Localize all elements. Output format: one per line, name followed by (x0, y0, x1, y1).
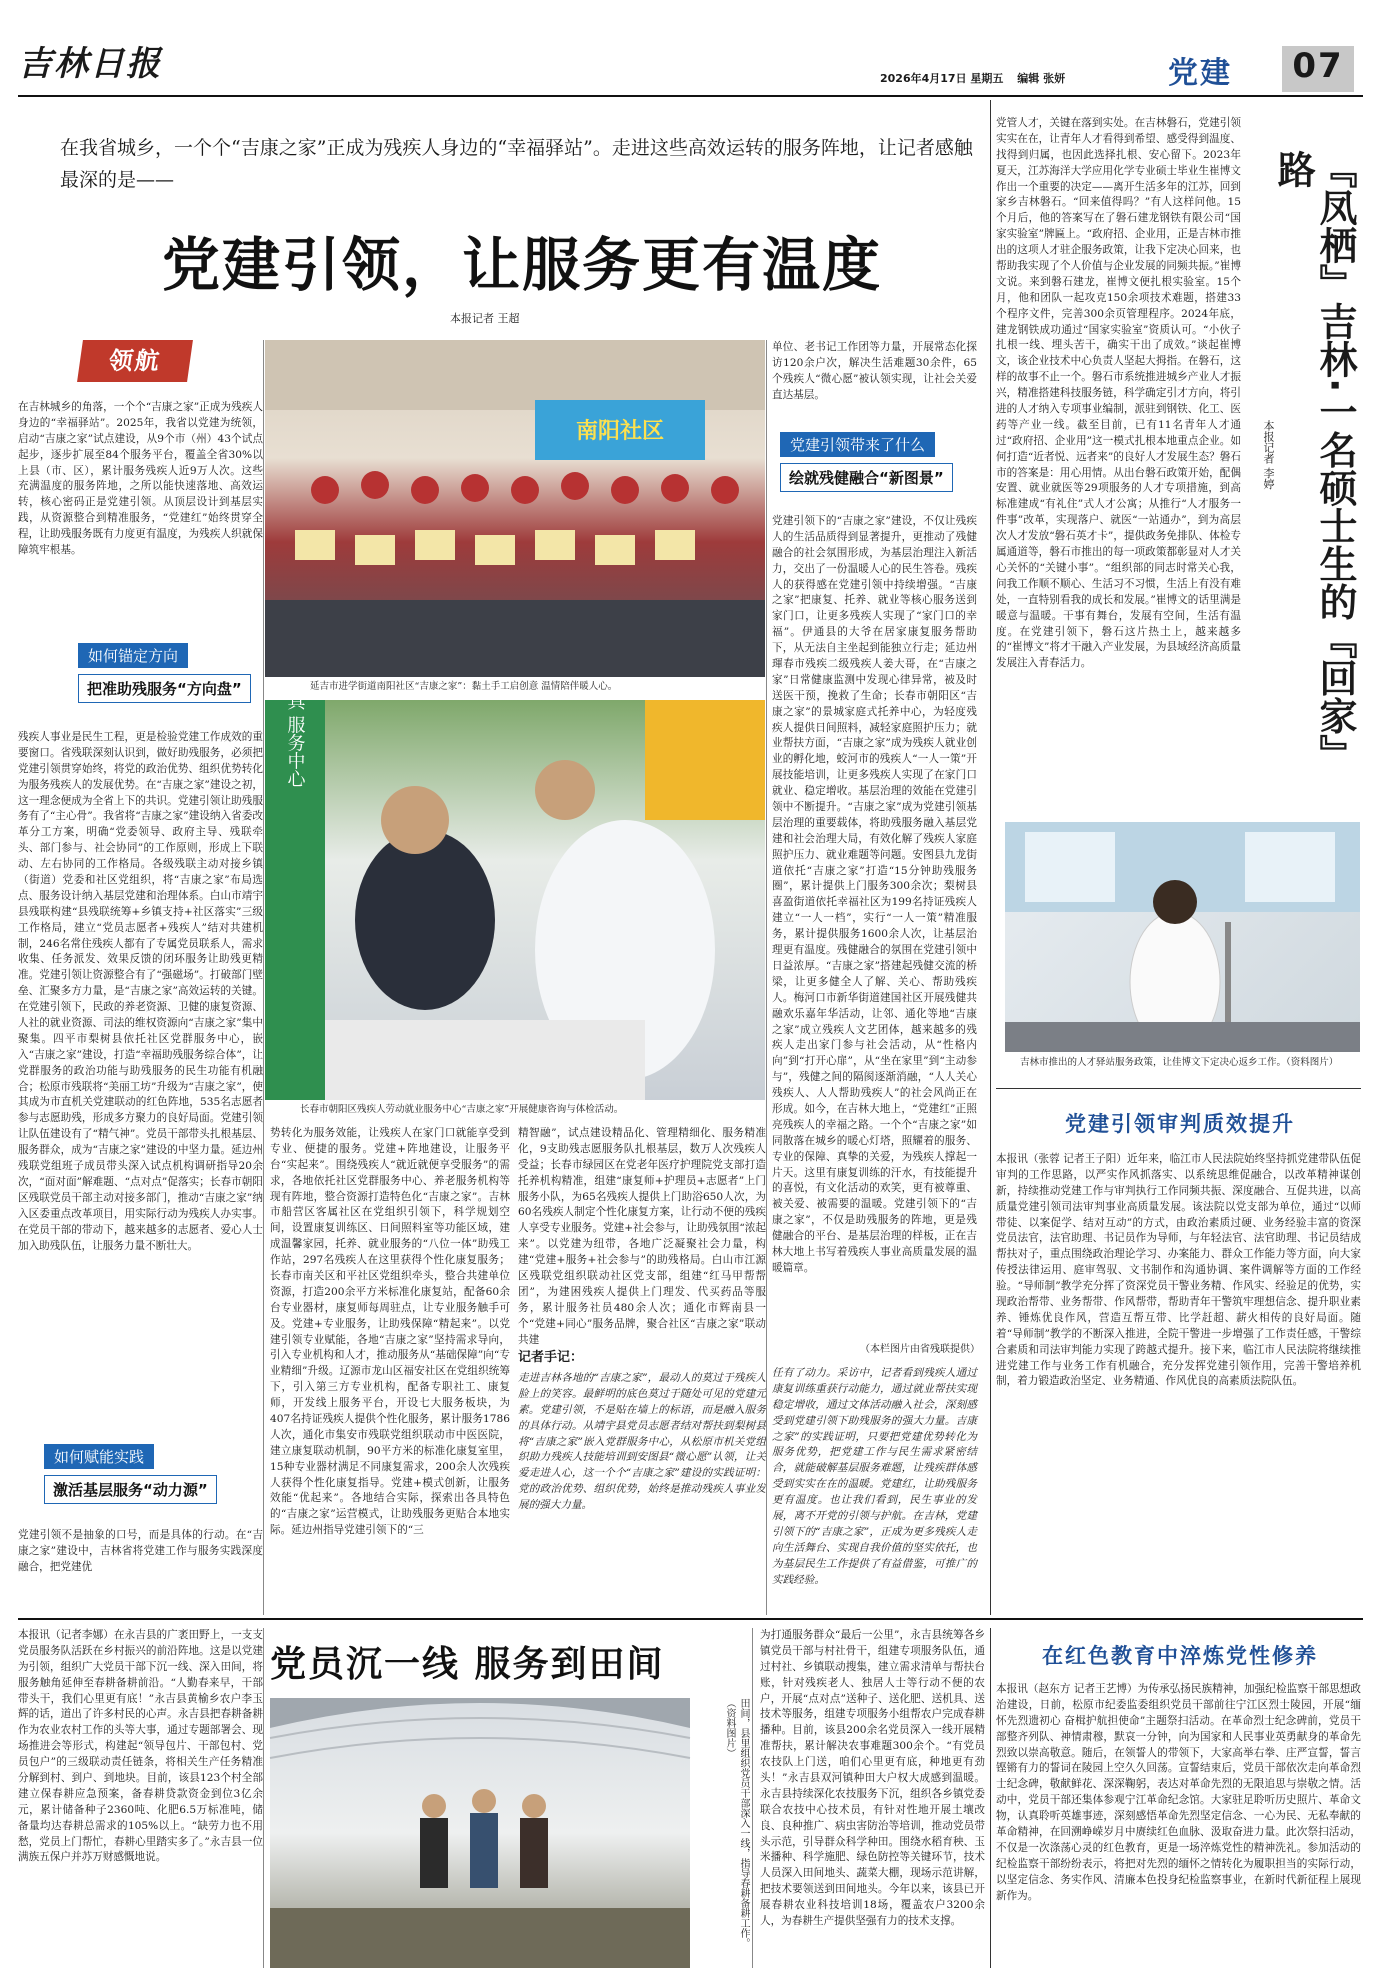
photo-lab (1005, 822, 1360, 1052)
photo-lab-art (1005, 822, 1360, 1052)
badge-lead: 领航 (77, 340, 193, 382)
byline: 本报记者 王超 (450, 312, 520, 325)
col1-text-c: 党建引领不是抽象的口号，而是具体的行动。在“吉康之家”建设中，吉林省将党建工作与服务实践深度融合，把党建优 (18, 1529, 263, 1573)
note-text-2: 任有了动力。采访中，记者看到残疾人通过康复训练重获行动能力，通过就业帮扶实现稳定增收，通过文体活动融入社会，深刻感受到党建引领下助残服务的强大力量。吉康之家”的实践证明，只要把党建优势转化为服务优势，把党建工作与民生需求紧密结合，就能破解基层服务难题，让残疾群体感受到实实在在的温暖。党建红，让助残服务更有温度。也让我们看到，民生事业的发展，离不开党的引领与护航。在吉林，党建引领下的“吉康之家”，正成为更多残疾人走向生活舞台、实现自我价值的坚实依托，也为基层民生工作提供了有益借鉴，可推广的实践经验。 (772, 1367, 977, 1586)
section-1-title: 把准助残服务“方向盘” (78, 674, 251, 703)
section-2-title: 激活基层服务“动力源” (44, 1475, 217, 1504)
caption-photo4: 田间，县里组织党员干部深入一线，指导春耕备耕工作。（资料图片） (724, 1698, 749, 1948)
caption-photo2: 长春市朝阳区残疾人劳动就业服务中心“吉康之家”开展健康咨询与体检活动。 (300, 1104, 624, 1115)
section-2-tag: 如何赋能实践 (44, 1444, 154, 1469)
issue-date: 2026年4月17日 星期五 (880, 72, 1004, 85)
photo-health-check (265, 692, 765, 1100)
section-result (780, 432, 975, 502)
section-anchor (78, 643, 258, 709)
talent-byline: 本报记者 李婷 (1262, 420, 1275, 490)
section-empower (44, 1444, 244, 1514)
divider-col3 (766, 340, 767, 1615)
col1-text-a: 在吉林城乡的角落，一个个“吉康之家”正成为残疾人身边的“幸福驿站”。2025年，我省以党建为统领，启动“吉康之家”试点建设，从9个市（州）43个试点起步，逐步扩展至84个服务平台，覆盖全省30%以上县（市、区），累计服务残疾人近9万人次。这些充满温度的服务阵地，之所以能快速落地、高效运转，核心密码正是党建引领。从顶层设计到基层实践，从资源整合到精准服务，“党建红”始终贯穿全程，让助残服务既有力度更有温度，为残疾人织就保障筑牢根基。 (18, 401, 263, 557)
photo-activity-art (265, 340, 765, 677)
divider-bottom-1 (263, 1628, 264, 1968)
section-3-title: 绘就残健融合“新图景” (780, 463, 953, 492)
date-line (880, 70, 1140, 86)
field-headline: 党员沉一线 服务到田间 (270, 1644, 665, 1685)
col2-text: 势转化为服务效能，让残疾人在家门口就能享受到专业、便捷的服务。党建+阵地建设，让服务平台“实起来”。围绕残疾人“就近就便享受服务”的需求，各地依托社区党群服务中心、养老服务机构等现有阵地，整合资源打造特色化“吉康之家”。吉林市船营区客属社区在党组织引领下，科学规划空间，设置康复训练区、日间照料室等功能区域，建成温馨家园，托养、就业服务的“八位一体”助残工作站，297名残疾人在这里获得个性化康复服务；长春市南关区和平社区党组织牵头，整合共建单位资源，打造200余平方米标准化康复站，配备60余台专业器材，康复师每周驻点，让专业服务触手可及。党建+专业服务，让助残保障“精起来”。以党建引领专业赋能，各地“吉康之家”坚持需求导向，引入专业机构和人才，推动服务从“基础保障”向“专业精细”升级。辽源市龙山区福安社区在党组织统筹下，引入第三方专业机构，配备专职社工、康复师，开发线上服务平台，开设七大服务板块，为407名持证残疾人提供个性化服务，累计服务1786人次，通化市集安市残联党组织联动市中医医院，建立康复联动机制，90平方米的标准化康复室里，15种专业器材满足不同康复需求，200余人次残疾人获得个性化康复指导。党建+模式创新，让服务效能“优起来”。各地结合实际，探索出各具特色的“吉康之家”运营模式，让助残服务更贴合本地实际。延边州指导党建引领下的“三 (270, 1127, 510, 1537)
col3-text-top: 单位、老书记工作团等力量，开展常态化探访120余户次，解决生活难题30余件，65个残疾人“微心愿”被认领实现，让社会关爱直达基层。 (772, 341, 977, 401)
photo-credit: （本栏图片由省残联提供） (860, 1344, 980, 1355)
photo-banner-text: 南阳社区 (575, 419, 665, 444)
col1-text-b: 残疾人事业是民生工程，更是检验党建工作成效的重要窗口。省残联深刻认识到，做好助残服务，必须把党建引领贯穿始终，将党的政治优势、组织优势转化为服务残疾人的发展优势。在“吉康之家”建设之初，这一理念便成为全省上下的共识。党建引领让助残服务有了“主心骨”。我省将“吉康之家”建设纳入省委改革分工方案，明确“党委领导、政府主导、残联牵头、部门参与、社会协同”的工作原则，形成上下联动、左右协同的工作格局。各级残联主动对接乡镇（街道）党委和社区党组织，将“吉康之家”布局选点、服务设计纳入基层党建和治理体系。白山市靖宇县残联构建“县残联统筹+乡镇支持+社区落实”三级工作格局，建立“党员志愿者+残疾人”结对共建机制，246名常住残疾人都有了专属党员联系人，需求收集、任务派发、效果反馈的闭环服务让助残更精准。党建引领让资源整合有了“强磁场”。打破部门壁垒、汇聚多方力量，是“吉康之家”高效运转的关键。在党建引领下，民政的养老资源、卫健的康复资源、人社的就业资源、司法的维权资源向“吉康之家”集中聚集。四平市梨树县依托社区党群服务中心，嵌入“吉康之家”建设，打造“幸福助残服务综合体”，让党群服务的政治功能与助残服务的民生功能有机融合；松原市残联将“美丽工坊”升级为“吉康之家”，使其成为市直机关党建联动的红色阵地，535名志愿者参与志愿助残，形成多方聚力的良好局面。党建引领让队伍建设有了“精气神”。党员干部带头扎根基层、服务群众，成为“吉康之家”建设的中坚力量。延边州残联党组班子成员带头深入试点机构调研指导20余次，“面对面”解难题、“点对点”促落实；长春市朝阳区残联党员干部主动对接多部门，推动“吉康之家”纳入区委重点改革项目，用实际行动为残疾人办实事。在党员干部的带动下，越来越多的志愿者、爱心人士加入助残队伍，让服务力量不断壮大。 (18, 731, 263, 1252)
section-3-tag: 党建引领带来了什么 (780, 432, 935, 457)
talent-headline: 『凤栖』吉林·一名硕士生的『回家』路 (1271, 150, 1357, 773)
photo-field (270, 1698, 690, 1968)
field-story-b: 为打通服务群众“最后一公里”，永吉县统筹各乡镇党员干部与村社骨干，组建专项服务队伍，通过村社、乡镇联动搜集，建立需求清单与帮扶台账，针对残疾老人、独居人士等行动不便的农户，开展“点对点”送种子、送化肥、送机具、送技术等服务，组建专项服务小组帮农户完成春耕播种。目前，该县200余名党员深入一线开展精准帮扶，累计解决农事难题300余个。“有党员农技队上门送，咱们心里更有底，种地更有劲头！”永吉县双河镇种田大户权大成感到温暖。永吉县持续深化农技服务下沉，组织各乡镇党委联合农技中心技术员，有针对性地开展土壤改良、良种推广、病虫害防治等培训，推动党员带头示范，引导群众科学种田。围绕水稻育秧、玉米播种、科学施肥、绿色防控等关键环节，技术人员深入田间地头、蔬菜大棚，现场示范讲解，把技术要领送到田间地头。今年以来，该县已开展春耕农业科技培训18场，覆盖农户3200余人，为春耕生产提供坚强有力的技术支撑。 (760, 1629, 985, 1928)
section-name: 党建 (1168, 56, 1232, 91)
col3-text-low: 精智融”，试点建设精品化、管理精细化、服务精准化，9支助残志愿服务队扎根基层，数万人次残疾人受益；长春市绿园区在党老年医疗护理院党支部打造托养机构精准，组建“康复师+护理员+志愿者”上门服务小队，为65名残疾人提供上门助浴650人次，为60名残疾人制定个性化康复方案，让行动不便的残疾人享受专业服务。党建+社会参与，让助残氛围“浓起来”。以党建为纽带，各地广泛凝聚社会力量，构建“党建+服务+社会参与”的助残格局。白山市江源区残联党组织联动社区党支部，组建“红马甲帮帮团”，为建困残疾人提供上门理发、代买药品等服务，累计服务社员480余人次；通化市辉南县一个“党建+同心”服务品牌，聚合社区“吉康之家”联动共建 (518, 1127, 766, 1346)
field-story-a: 本报讯（记者李娜）在永吉县的广袤田野上，一支支党员服务队活跃在乡村振兴的前沿阵地。这是以党建为引领，组织广大党员干部下沉一线、深入田间，将服务触角延伸至春耕备耕前沿。“人勤春来早，干部带头干，我们心里更有底！”永吉县黄榆乡农户李玉辉的话，道出了许多村民的心声。永吉县把春耕备耕作为农业农村工作的头等大事，通过专题部署会、现场推进会等形式，构建起“领导包片、干部包村、党员包户”的三级联动责任链条，将相关生产任务精准分解到村、到户、到地块。目前，该县123个村全部建立保春耕应急预案，备春耕贷款资金到位3亿余元，累计储备种子2360吨、化肥6.5万标准吨，储备量均达春耕总需求的105%以上。“缺劳力也不用愁，党员上门帮忙，春耕心里踏实多了。”永吉县一位满族五保户并苏万财感慨地说。 (18, 1629, 263, 1864)
court-headline: 党建引领审判质效提升 (1065, 1112, 1295, 1136)
logo-text: 吉林日报 (18, 44, 162, 84)
page-number: 07 (1282, 46, 1354, 92)
note-title: 记者手记： (518, 1350, 584, 1365)
photo-field-art (270, 1698, 690, 1968)
red-edu-headline: 在红色教育中淬炼党性修养 (1042, 1644, 1318, 1668)
divider-bottom-3 (990, 1628, 991, 1968)
lead-intro: 在我省城乡，一个个“吉康之家”正成为残疾人身边的“幸福驿站”。走进这些高效运转的服务阵地，让记者感触最深的是—— (60, 137, 973, 192)
section-1-tag: 如何锚定方向 (78, 643, 188, 668)
reporter-note (518, 1346, 766, 1616)
rule-bottom (18, 1618, 1363, 1620)
divider-right (990, 100, 991, 1615)
caption-photo3: 吉林市推出的人才驿站服务政策，让佳博文下定决心返乡工作。（资料图片） (1020, 1057, 1339, 1068)
photo-health-art (265, 692, 765, 1100)
main-headline: 党建引领，让服务更有温度 (161, 231, 882, 299)
photo2-banner-text: 具 服务中心 (284, 692, 306, 788)
talent-story: 党管人才，关键在落到实处。在吉林磐石，党建引领实实在在，让青年人才看得到希望、感受得到温度、找得到归属，也因此选择扎根、安心留下。2023年夏天，江苏海洋大学应用化学专业硕士毕业生崔博文作出一个重要的决定——离开生活多年的江苏，回到家乡吉林磐石。“回来值得吗？”有人这样问他。15个月后，他的答案写在了磐石建龙钢铁有限公司“国家实验室”牌匾上。“政府招、企业用，正是吉林市推出的这项人才驻企服务政策，让我下定决心回来，也帮助我实现了个人价值与企业发展的同频共振。”崔博文说。来到磐石建龙，崔博文便扎根实验室。15个月，他和团队一起攻克150余项技术难题，搭建33个程序文件，完善300余页管理程序。2024年底，建龙钢铁成功通过“国家实验室”资质认可。“小伙子扎根一线、埋头苦干，确实干出了成效。”谈起崔博文，该企业技术中心负责人坚起大拇指。在磐石，这样的故事不止一个。磐石市系统推进城乡产业人才振兴，精准搭建科技服务链，科学确定引才方向，将引进的人才纳入专项事业编制，派驻到钢铁、化工、医药等产业一线。截至目前，已有11名青年人才通过“政府招、企业用”这一模式扎根本地重点企业。如何打造“近者悦、远者来”的良好人才发展生态？磐石市的答案是：用心用情。从出台磐石政策开始，配偶安置、就业就医等29项服务的人才专项措施，到高标准建成“有礼住”式人才公寓；从推行“人才服务一件事”改革，实现落户、就医“一站通办”，到为高层次人才发放“磐石英才卡”，提供政务免排队、体检专属通道等，磐石市推出的每一项政策都彰显对人才关心关怀的“关键小事”。“组织部的同志时常关心我，问我工作顺不顺心、生活习不习惯，生活上有没有难处，一直特别看我的成长和发展。”崔博文的话里满是暖意与温暖。干事有舞台，发展有空间，生活有温度。在党建引领下，磐石这片热土上，越来越多的“崔博文”将才干融入产业发展，为县域经济高质量发展注入青春活力。 (996, 117, 1241, 670)
col3-text-mid: 党建引领下的“吉康之家”建设，不仅让残疾人的生活品质得到显著提升，更推动了残健融合的社会氛围形成，为基层治理注入新活力，交出了一份温暖人心的民生答卷。残疾人的获得感在党建引领中持续增强。“吉康之家”把康复、托养、就业等核心服务送到家门口，让更多残疾人实现了“家门口的幸福”。伊通县的大爷在居家康复服务帮助下，从无法自主坐起到能独立行走；延边州琿春市残疾二级残疾人姜大哥，在“吉康之家”日常健康监测中发现心律异常，被及时送医干预，挽救了生命；长春市朝阳区“吉康之家”的景城家庭式托养中心，为轻度残疾人提供日间照料，减轻家庭照护压力；就业帮扶方面，“吉康之家”成为残疾人就业创业的孵化地，蛟河市的残疾人“一人一策”开展技能培训，让更多残疾人实现了在家门口就业、稳定增收。基层治理的效能在党建引领中不断提升。“吉康之家”成为党建引领基层治理的重要载体，将助残服务融入基层党建和社会治理大局，有效化解了残疾人家庭照护压力、就业难题等问题。安图县九龙街道依托“吉康之家”打造“15分钟助残服务圈”，累计提供上门服务300余次；梨树县喜盈街道依托幸福社区为199名持证残疾人建立“一人一档”，实行“一人一策”精准服务，累计提供服务1600余人次，让基层治理更有温度。残健融合的氛围在党建引领中日益浓厚。“吉康之家”搭建起残健交流的桥梁，让更多健全人了解、关心、帮助残疾人。梅河口市新华街道建国社区开展残健共融欢乐嘉年华活动，让邻、通化等地“吉康之家”成立残疾人文艺团体，越来越多的残疾人走出家门参与社会活动，从“性格内向”到“打开心扉”，从“坐在家里”到“主动参与”，残健之间的隔阂逐渐消融，“人人关心残疾人、人人帮助残疾人”的社会风尚正在形成。如今，在吉林大地上，“党建红”正照亮残疾人的幸福之路。一个个“吉康之家”如同散落在城乡的暖心灯塔，照耀着的服务、专业的保障、真挚的关爱，为残疾人撑起一片天。这里有康复训练的汗水，有技能提升的喜悦，有文化活动的欢笑，更有被尊重、被关爱、被需要的温暖。党建引领下的“吉康之家”，不仅是助残服务的阵地，更是残健融合的平台、是基层治理的样板，正在吉林大地上书写着残疾人事业高质量发展的温暖篇章。 (772, 515, 977, 1274)
red-edu-story: 本报讯（赵东方 记者王艺博）为传承弘扬民族精神，加强纪检监察干部思想政治建设，日前，松原市纪委监委组织党员干部前往宁江区烈士陵园，开展“缅怀先烈遗初心 奋楫护航担使命”主题祭扫活动。在革命烈士纪念碑前，党员干部整齐列队、神情肃穆，默哀一分钟，向为国家和人民事业英勇献身的革命先烈致以崇高敬意。随后，在领誓人的带领下，大家高举右拳、庄严宣誓，誓言铿锵有力的誓词在陵园上空久久回荡。宣誓结束后，党员干部依次走向革命烈士纪念碑，敬献鲜花、深深鞠躬，表达对革命先烈的无限追思与崇敬之情。活动中，党员干部还集体参观宁江革命纪念馆。大家驻足聆听历史照片、革命文物，认真聆听英雄事迹，深刻感悟革命先烈坚定信念、一心为民、无私奉献的革命精神，在回溯峥嵘岁月中赓续红色血脉、汲取奋进力量。此次祭扫活动，不仅是一次涤荡心灵的红色教育，更是一场淬炼党性的精神洗礼。参加活动的纪检监察干部纷纷表示，将把对先烈的缅怀之情转化为履职担当的实际行动，以坚定信念、务实作风、清廉本色投身纪检监察事业，在新时代新征程上展现新作为。 (996, 1683, 1361, 1902)
note-text-1: 走进吉林各地的“吉康之家”，最动人的莫过于残疾人脸上的笑容。最鲜明的底色莫过于随处可见的党建元素。党建引领，不是贴在墙上的标语，而是融入服务的具体行动。从靖宇县党员志愿者结对帮扶到梨树县将“吉康之家”嵌入党群服务中心，从松原市机关党组织助力残疾人技能培训到安图县“微心愿”认领，让关爱走进人心，这一个个“吉康之家”建设的实践证明：党的政治优势、组织优势，始终是推动残疾人事业发展的强大力量。 (518, 1372, 766, 1512)
masthead-rule (18, 95, 1363, 97)
divider-col1 (263, 340, 264, 1615)
photo-activity (265, 340, 765, 677)
editor-name: 编辑 张妍 (1017, 72, 1066, 85)
rule-court (996, 1088, 1361, 1089)
newspaper-logo (18, 36, 218, 88)
caption-photo1: 延吉市进学街道南阳社区“吉康之家”：黏土手工启创意 温情陪伴暖人心。 (310, 681, 618, 692)
court-story: 本报讯（张蓉 记者王子阳）近年来，临江市人民法院始终坚持抓党建带队伍促审判的工作思路，以严实作风抓落实、以系统思维促融合，以改革精神谋创新，持续推动党建工作与审判执行工作同频共振、深度融合、互促共进，以高质量党建引领司法审判事业高质量发展。该法院以党支部为单位，通过“以师带徒、以案促学、结对互动”的方式，由政治素质过硬、业务经验丰富的资深党员法官，法官助理、书记员作为导师，与年轻法官、法官助理、书记员结成帮扶对子，重点围绕政治理论学习、办案能力、群众工作能力等方面，向大家传授法律运用、庭审驾驭、文书制作和沟通协调、案件调解等方面的工作经验。“导师制”教学充分挥了资深党员干警业务精、作风实、经验足的优势，实现政治帮带、业务帮带、作风帮带，帮助青年干警筑牢理想信念、提升职业素养、锤炼优良作风，营造互帮互带、比学赶超、薪火相传的良好局面。随着“导师制”教学的不断深入推进，全院干警进一步增强了工作责任感，干警综合素质和司法审判能力实现了跨越式提升。接下来，临江市人民法院将继续推进党建工作与业务工作有机融合，充分发挥党建引领作用，完善干警培养机制，着力锻造政治坚定、业务精通、作风优良的高素质法院队伍。 (996, 1153, 1361, 1388)
divider-bottom-2 (752, 1628, 753, 1968)
